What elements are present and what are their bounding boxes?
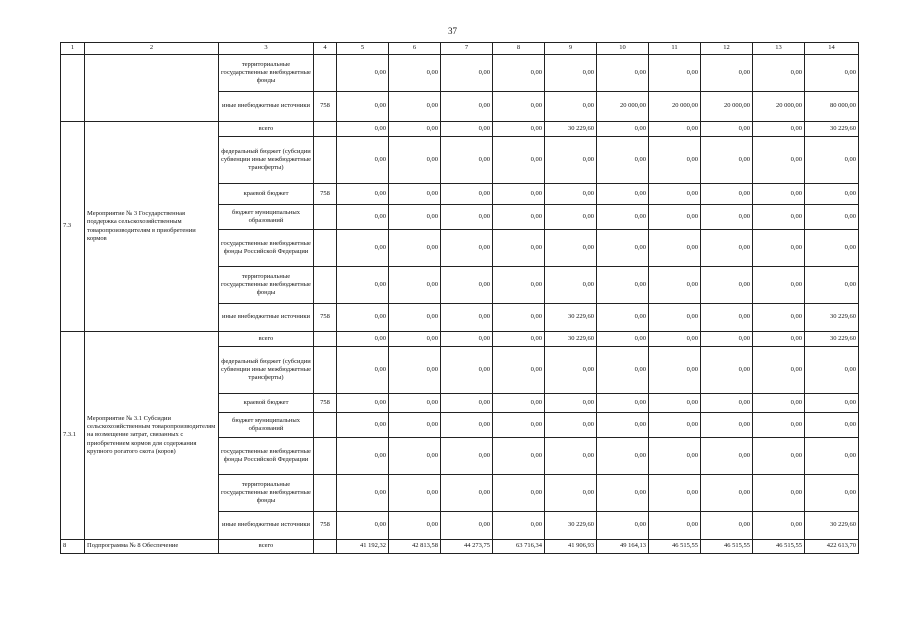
column-number: 3 <box>219 43 314 55</box>
amount-cell: 0,00 <box>649 347 701 394</box>
amount-cell: 0,00 <box>649 332 701 347</box>
funding-source: иные внебюджетные источники <box>219 304 314 332</box>
table-row <box>61 540 859 554</box>
amount-cell: 0,00 <box>389 438 441 475</box>
amount-cell: 63 716,34 <box>493 540 545 554</box>
budget-code: 758 <box>314 304 337 332</box>
table-body <box>61 55 859 554</box>
amount-cell: 0,00 <box>649 230 701 267</box>
amount-cell: 0,00 <box>493 475 545 512</box>
amount-cell: 0,00 <box>597 205 649 230</box>
amount-cell: 0,00 <box>753 184 805 205</box>
amount-cell: 0,00 <box>805 184 859 205</box>
budget-table <box>60 42 859 554</box>
amount-cell: 0,00 <box>805 394 859 413</box>
amount-cell: 0,00 <box>753 512 805 540</box>
amount-cell: 0,00 <box>337 475 389 512</box>
amount-cell: 0,00 <box>337 230 389 267</box>
amount-cell: 0,00 <box>597 304 649 332</box>
amount-cell: 0,00 <box>441 92 493 122</box>
amount-cell: 41 192,32 <box>337 540 389 554</box>
amount-cell: 0,00 <box>701 475 753 512</box>
amount-cell: 0,00 <box>389 475 441 512</box>
amount-cell: 0,00 <box>389 304 441 332</box>
amount-cell: 0,00 <box>701 55 753 92</box>
amount-cell: 0,00 <box>389 332 441 347</box>
budget-code <box>314 413 337 438</box>
amount-cell: 0,00 <box>805 438 859 475</box>
amount-cell: 30 229,60 <box>545 512 597 540</box>
table-row <box>61 55 859 92</box>
amount-cell: 0,00 <box>389 267 441 304</box>
amount-cell: 0,00 <box>545 55 597 92</box>
amount-cell: 30 229,60 <box>545 122 597 137</box>
amount-cell: 0,00 <box>441 205 493 230</box>
amount-cell: 30 229,60 <box>805 512 859 540</box>
amount-cell: 30 229,60 <box>805 122 859 137</box>
amount-cell: 0,00 <box>805 413 859 438</box>
item-name: Мероприятие № 3.1 Субсидии сельскохозяйственным товаропроизводителям на возмещение затрат, связанных с приобретением кормов для содержания крупного рогатого скота (коров) <box>85 332 219 540</box>
amount-cell: 0,00 <box>701 230 753 267</box>
amount-cell: 0,00 <box>493 512 545 540</box>
amount-cell: 41 906,93 <box>545 540 597 554</box>
amount-cell: 0,00 <box>493 230 545 267</box>
amount-cell: 0,00 <box>441 512 493 540</box>
amount-cell: 0,00 <box>389 122 441 137</box>
item-number <box>61 55 85 122</box>
amount-cell: 0,00 <box>389 92 441 122</box>
amount-cell: 0,00 <box>753 122 805 137</box>
amount-cell: 0,00 <box>597 230 649 267</box>
amount-cell: 0,00 <box>649 394 701 413</box>
amount-cell: 0,00 <box>545 438 597 475</box>
budget-code <box>314 122 337 137</box>
amount-cell: 0,00 <box>493 122 545 137</box>
amount-cell: 0,00 <box>493 137 545 184</box>
amount-cell: 0,00 <box>441 394 493 413</box>
amount-cell: 46 515,55 <box>753 540 805 554</box>
column-number: 9 <box>545 43 597 55</box>
amount-cell: 0,00 <box>805 230 859 267</box>
amount-cell: 0,00 <box>649 512 701 540</box>
amount-cell: 0,00 <box>545 184 597 205</box>
item-name <box>85 55 219 122</box>
amount-cell: 46 515,55 <box>649 540 701 554</box>
amount-cell: 0,00 <box>441 122 493 137</box>
amount-cell: 0,00 <box>441 475 493 512</box>
amount-cell: 0,00 <box>701 394 753 413</box>
amount-cell: 0,00 <box>545 205 597 230</box>
amount-cell: 0,00 <box>389 347 441 394</box>
amount-cell: 0,00 <box>441 184 493 205</box>
amount-cell: 0,00 <box>649 475 701 512</box>
column-number: 4 <box>314 43 337 55</box>
amount-cell: 30 229,60 <box>805 332 859 347</box>
amount-cell: 0,00 <box>701 413 753 438</box>
item-name: Подпрограмма № 8 Обеспечение <box>85 540 219 554</box>
item-name: Мероприятие № 3 Государственная поддержка сельскохозяйственным товаропроизводителям в приобретении кормов <box>85 122 219 332</box>
amount-cell: 0,00 <box>441 438 493 475</box>
amount-cell: 0,00 <box>597 137 649 184</box>
amount-cell: 0,00 <box>649 205 701 230</box>
amount-cell: 0,00 <box>805 205 859 230</box>
amount-cell: 0,00 <box>649 304 701 332</box>
funding-source: бюджет муниципальных образований <box>219 413 314 438</box>
amount-cell: 0,00 <box>701 184 753 205</box>
funding-source: бюджет муниципальных образований <box>219 205 314 230</box>
amount-cell: 20 000,00 <box>649 92 701 122</box>
amount-cell: 0,00 <box>597 394 649 413</box>
amount-cell: 0,00 <box>701 267 753 304</box>
amount-cell: 422 613,70 <box>805 540 859 554</box>
column-number: 14 <box>805 43 859 55</box>
amount-cell: 0,00 <box>389 413 441 438</box>
amount-cell: 0,00 <box>753 394 805 413</box>
amount-cell: 0,00 <box>597 267 649 304</box>
funding-source: территориальные государственные внебюджетные фонды <box>219 267 314 304</box>
item-number: 7.3 <box>61 122 85 332</box>
amount-cell: 0,00 <box>753 55 805 92</box>
amount-cell: 0,00 <box>597 438 649 475</box>
amount-cell: 0,00 <box>701 332 753 347</box>
amount-cell: 0,00 <box>597 55 649 92</box>
amount-cell: 0,00 <box>701 304 753 332</box>
amount-cell: 0,00 <box>337 205 389 230</box>
amount-cell: 0,00 <box>649 413 701 438</box>
amount-cell: 0,00 <box>337 438 389 475</box>
amount-cell: 0,00 <box>545 394 597 413</box>
amount-cell: 0,00 <box>493 413 545 438</box>
amount-cell: 0,00 <box>545 230 597 267</box>
funding-source: федеральный бюджет (субсидии субвенции иные межбюджетные трансферты) <box>219 137 314 184</box>
amount-cell: 20 000,00 <box>597 92 649 122</box>
column-number-row <box>61 43 859 55</box>
amount-cell: 0,00 <box>649 184 701 205</box>
funding-source: всего <box>219 122 314 137</box>
column-number: 8 <box>493 43 545 55</box>
funding-source: государственные внебюджетные фонды Российской Федерации <box>219 438 314 475</box>
amount-cell: 0,00 <box>545 137 597 184</box>
amount-cell: 0,00 <box>493 332 545 347</box>
amount-cell: 0,00 <box>493 304 545 332</box>
funding-source: краевой бюджет <box>219 394 314 413</box>
amount-cell: 0,00 <box>597 184 649 205</box>
item-number: 7.3.1 <box>61 332 85 540</box>
funding-source: иные внебюджетные источники <box>219 92 314 122</box>
funding-source: территориальные государственные внебюджетные фонды <box>219 55 314 92</box>
amount-cell: 0,00 <box>441 304 493 332</box>
funding-source: государственные внебюджетные фонды Российской Федерации <box>219 230 314 267</box>
column-number: 1 <box>61 43 85 55</box>
amount-cell: 0,00 <box>441 137 493 184</box>
amount-cell: 0,00 <box>753 347 805 394</box>
amount-cell: 0,00 <box>337 184 389 205</box>
amount-cell: 0,00 <box>389 230 441 267</box>
amount-cell: 0,00 <box>805 267 859 304</box>
funding-source: территориальные государственные внебюджетные фонды <box>219 475 314 512</box>
amount-cell: 0,00 <box>337 137 389 184</box>
column-number: 2 <box>85 43 219 55</box>
amount-cell: 0,00 <box>389 205 441 230</box>
amount-cell: 0,00 <box>545 347 597 394</box>
budget-code <box>314 540 337 554</box>
amount-cell: 80 000,00 <box>805 92 859 122</box>
amount-cell: 0,00 <box>753 438 805 475</box>
amount-cell: 30 229,60 <box>545 304 597 332</box>
budget-code <box>314 55 337 92</box>
amount-cell: 0,00 <box>441 55 493 92</box>
amount-cell: 0,00 <box>701 512 753 540</box>
amount-cell: 0,00 <box>805 475 859 512</box>
amount-cell: 0,00 <box>337 512 389 540</box>
budget-code <box>314 205 337 230</box>
amount-cell: 0,00 <box>389 137 441 184</box>
amount-cell: 0,00 <box>649 267 701 304</box>
amount-cell: 0,00 <box>493 394 545 413</box>
funding-source: иные внебюджетные источники <box>219 512 314 540</box>
table-row <box>61 122 859 137</box>
amount-cell: 0,00 <box>649 137 701 184</box>
amount-cell: 0,00 <box>701 122 753 137</box>
amount-cell: 0,00 <box>649 122 701 137</box>
amount-cell: 0,00 <box>493 438 545 475</box>
column-number: 7 <box>441 43 493 55</box>
amount-cell: 0,00 <box>597 475 649 512</box>
page-number: 37 <box>448 26 457 36</box>
amount-cell: 0,00 <box>337 304 389 332</box>
budget-code <box>314 438 337 475</box>
amount-cell: 0,00 <box>701 205 753 230</box>
amount-cell: 0,00 <box>545 267 597 304</box>
budget-code: 758 <box>314 512 337 540</box>
table-row <box>61 332 859 347</box>
amount-cell: 0,00 <box>753 230 805 267</box>
amount-cell: 0,00 <box>753 137 805 184</box>
amount-cell: 0,00 <box>389 394 441 413</box>
amount-cell: 0,00 <box>493 205 545 230</box>
amount-cell: 0,00 <box>493 347 545 394</box>
amount-cell: 0,00 <box>805 137 859 184</box>
column-number: 13 <box>753 43 805 55</box>
column-number: 11 <box>649 43 701 55</box>
amount-cell: 42 813,58 <box>389 540 441 554</box>
amount-cell: 0,00 <box>337 55 389 92</box>
amount-cell: 0,00 <box>337 92 389 122</box>
amount-cell: 0,00 <box>753 267 805 304</box>
funding-source: всего <box>219 540 314 554</box>
amount-cell: 0,00 <box>753 205 805 230</box>
budget-code <box>314 475 337 512</box>
column-number: 12 <box>701 43 753 55</box>
amount-cell: 0,00 <box>597 512 649 540</box>
amount-cell: 0,00 <box>701 137 753 184</box>
amount-cell: 0,00 <box>441 347 493 394</box>
amount-cell: 0,00 <box>545 92 597 122</box>
amount-cell: 0,00 <box>337 394 389 413</box>
amount-cell: 30 229,60 <box>545 332 597 347</box>
amount-cell: 0,00 <box>441 230 493 267</box>
amount-cell: 20 000,00 <box>701 92 753 122</box>
funding-source: всего <box>219 332 314 347</box>
column-number: 10 <box>597 43 649 55</box>
budget-code <box>314 347 337 394</box>
amount-cell: 20 000,00 <box>753 92 805 122</box>
amount-cell: 0,00 <box>493 92 545 122</box>
amount-cell: 0,00 <box>753 475 805 512</box>
budget-code: 758 <box>314 394 337 413</box>
funding-source: краевой бюджет <box>219 184 314 205</box>
amount-cell: 0,00 <box>441 413 493 438</box>
amount-cell: 0,00 <box>493 267 545 304</box>
amount-cell: 0,00 <box>701 347 753 394</box>
amount-cell: 0,00 <box>337 347 389 394</box>
budget-code <box>314 332 337 347</box>
amount-cell: 49 164,13 <box>597 540 649 554</box>
amount-cell: 0,00 <box>493 55 545 92</box>
amount-cell: 0,00 <box>337 332 389 347</box>
amount-cell: 0,00 <box>493 184 545 205</box>
amount-cell: 0,00 <box>389 184 441 205</box>
amount-cell: 0,00 <box>753 304 805 332</box>
column-number: 6 <box>389 43 441 55</box>
amount-cell: 0,00 <box>441 332 493 347</box>
amount-cell: 0,00 <box>805 55 859 92</box>
amount-cell: 0,00 <box>753 332 805 347</box>
amount-cell: 0,00 <box>337 267 389 304</box>
budget-code: 758 <box>314 184 337 205</box>
amount-cell: 0,00 <box>753 413 805 438</box>
funding-source: федеральный бюджет (субсидии субвенции иные межбюджетные трансферты) <box>219 347 314 394</box>
budget-code: 758 <box>314 92 337 122</box>
amount-cell: 0,00 <box>337 413 389 438</box>
budget-code <box>314 267 337 304</box>
amount-cell: 0,00 <box>337 122 389 137</box>
amount-cell: 30 229,60 <box>805 304 859 332</box>
amount-cell: 0,00 <box>649 438 701 475</box>
amount-cell: 0,00 <box>597 332 649 347</box>
amount-cell: 0,00 <box>545 413 597 438</box>
column-number: 5 <box>337 43 389 55</box>
amount-cell: 0,00 <box>597 347 649 394</box>
amount-cell: 0,00 <box>701 438 753 475</box>
amount-cell: 46 515,55 <box>701 540 753 554</box>
amount-cell: 0,00 <box>597 122 649 137</box>
amount-cell: 0,00 <box>545 475 597 512</box>
amount-cell: 0,00 <box>649 55 701 92</box>
amount-cell: 0,00 <box>805 347 859 394</box>
amount-cell: 0,00 <box>441 267 493 304</box>
amount-cell: 0,00 <box>597 413 649 438</box>
item-number: 8 <box>61 540 85 554</box>
amount-cell: 44 273,75 <box>441 540 493 554</box>
amount-cell: 0,00 <box>389 55 441 92</box>
budget-code <box>314 137 337 184</box>
budget-code <box>314 230 337 267</box>
amount-cell: 0,00 <box>389 512 441 540</box>
